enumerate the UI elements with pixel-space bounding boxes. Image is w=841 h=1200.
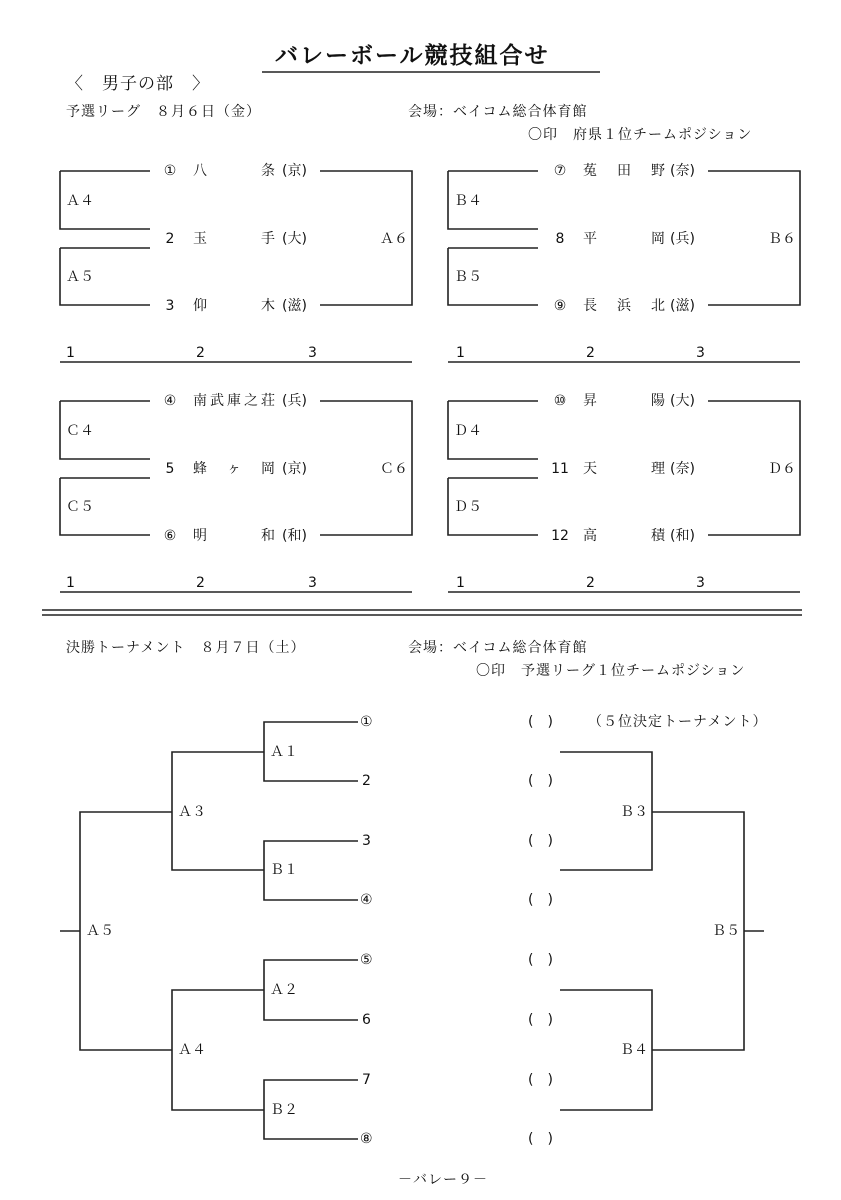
team-number: ④ <box>163 393 177 409</box>
match-label: Ｂ３ <box>620 804 648 820</box>
seed-label: Ｃ４ <box>66 423 94 439</box>
prelim-note: 〇印 府県１位チームポジション <box>528 127 753 143</box>
team-pref: (奈) <box>670 461 695 477</box>
blank-slot: ( ) <box>528 1131 553 1147</box>
blank-slot: ( ) <box>528 833 553 849</box>
team-name-char: 条 <box>261 163 275 179</box>
team-name-char: 武 <box>210 393 224 409</box>
page-title: バレーボール競技組合せ <box>275 43 550 69</box>
team-name-char: 天 <box>583 461 597 477</box>
team-name-char: 浜 <box>617 298 631 314</box>
team-name-char: 田 <box>617 163 631 179</box>
team-name-char: 昇 <box>583 393 597 409</box>
team-name-char: 之 <box>244 393 258 409</box>
group-label: Ｂ６ <box>768 231 796 247</box>
team-name-char: 野 <box>651 163 665 179</box>
team-pref: (兵) <box>670 231 695 247</box>
team-name-char: 南 <box>193 393 207 409</box>
team-name-char: 蜂 <box>193 461 207 477</box>
team-number: 3 <box>165 298 175 314</box>
group-label: Ｃ６ <box>380 461 408 477</box>
team-pref: (大) <box>670 393 695 409</box>
team-pref: (滋) <box>670 298 695 314</box>
team-name-char: 北 <box>651 298 665 314</box>
team-name-char: 菟 <box>583 163 597 179</box>
seed-label: Ｂ４ <box>454 193 482 209</box>
seed-label: Ｂ５ <box>454 269 482 285</box>
team-name-char: ヶ <box>227 461 241 477</box>
match-label: Ａ１ <box>270 744 298 760</box>
team-pref: (奈) <box>670 163 695 179</box>
team-number: ⑦ <box>553 163 567 179</box>
score-col: 3 <box>696 345 705 361</box>
group-label: Ａ６ <box>380 231 408 247</box>
team-pref: (和) <box>670 528 695 544</box>
team-pref: (京) <box>282 163 307 179</box>
blank-slot: ( ) <box>528 773 553 789</box>
seed-label: Ｄ４ <box>454 423 482 439</box>
slot-1: ① <box>360 714 373 730</box>
slot-5: ⑤ <box>360 952 373 968</box>
final-header: 決勝トーナメント ８月７日（土） <box>66 640 306 656</box>
team-pref: (和) <box>282 528 307 544</box>
score-col: 3 <box>696 575 705 591</box>
team-pref: (京) <box>282 461 307 477</box>
match-label: Ａ２ <box>270 982 298 998</box>
team-name-char: 玉 <box>193 231 207 247</box>
team-name-char: 陽 <box>651 393 665 409</box>
group-label: Ｄ６ <box>768 461 796 477</box>
slot-2: 2 <box>362 773 371 789</box>
team-name-char: 理 <box>651 461 665 477</box>
slot-4: ④ <box>360 892 373 908</box>
team-number: ⑥ <box>163 528 177 544</box>
score-col: 1 <box>66 575 75 591</box>
seed-label: Ａ４ <box>66 193 94 209</box>
team-number: 5 <box>165 461 175 477</box>
blank-slot: ( ) <box>528 1072 553 1088</box>
blank-slot: ( ) <box>528 714 553 730</box>
match-label: Ｂ１ <box>270 862 298 878</box>
seed-label: Ｄ５ <box>454 499 482 515</box>
slot-8: ⑧ <box>360 1131 373 1147</box>
team-number: 12 <box>551 528 569 544</box>
match-label: Ａ５ <box>86 923 114 939</box>
division-label: 〈 男子の部 〉 <box>66 74 210 94</box>
score-col: 3 <box>308 575 317 591</box>
score-col: 2 <box>196 575 205 591</box>
blank-slot: ( ) <box>528 1012 553 1028</box>
team-name-char: 手 <box>261 231 275 247</box>
fifth-title: （５位決定トーナメント） <box>588 714 768 730</box>
seed-label: Ａ５ <box>66 269 94 285</box>
team-pref: (大) <box>282 231 307 247</box>
match-label: Ｂ２ <box>270 1102 298 1118</box>
team-pref: (兵) <box>282 393 307 409</box>
score-col: 1 <box>456 345 465 361</box>
team-number: 2 <box>165 231 175 247</box>
match-label: Ｂ５ <box>712 923 740 939</box>
team-name-char: 仰 <box>193 298 207 314</box>
team-name-char: 明 <box>193 528 207 544</box>
team-number: ⑨ <box>553 298 567 314</box>
prelim-venue: 会場：ベイコム総合体育館 <box>408 104 588 120</box>
team-name-char: 八 <box>193 163 207 179</box>
team-pref: (滋) <box>282 298 307 314</box>
team-name-char: 木 <box>261 298 275 314</box>
team-name-char: 岡 <box>651 231 665 247</box>
score-col: 2 <box>586 345 595 361</box>
team-name-char: 積 <box>651 528 665 544</box>
team-name-char: 和 <box>261 528 275 544</box>
match-label: Ｂ４ <box>620 1042 648 1058</box>
slot-6: 6 <box>362 1012 371 1028</box>
team-number: ① <box>163 163 177 179</box>
team-name-char: 荘 <box>261 393 275 409</box>
team-number: 11 <box>551 461 569 477</box>
team-number: ⑩ <box>553 393 567 409</box>
match-label: Ａ４ <box>178 1042 206 1058</box>
slot-7: 7 <box>362 1072 371 1088</box>
final-note: 〇印 予選リーグ１位チームポジション <box>476 663 746 679</box>
prelim-header: 予選リーグ ８月６日（金） <box>66 104 261 120</box>
team-number: 8 <box>555 231 565 247</box>
seed-label: Ｃ５ <box>66 499 94 515</box>
score-col: 1 <box>456 575 465 591</box>
blank-slot: ( ) <box>528 892 553 908</box>
final-venue: 会場：ベイコム総合体育館 <box>408 640 588 656</box>
page-footer: －バレー９－ <box>398 1172 488 1188</box>
team-name-char: 庫 <box>227 393 241 409</box>
blank-slot: ( ) <box>528 952 553 968</box>
score-col: 2 <box>196 345 205 361</box>
team-name-char: 岡 <box>261 461 275 477</box>
match-label: Ａ３ <box>178 804 206 820</box>
score-col: 1 <box>66 345 75 361</box>
slot-3: 3 <box>362 833 371 849</box>
score-col: 3 <box>308 345 317 361</box>
team-name-char: 高 <box>583 528 597 544</box>
team-name-char: 平 <box>583 231 597 247</box>
team-name-char: 長 <box>583 298 597 314</box>
score-col: 2 <box>586 575 595 591</box>
